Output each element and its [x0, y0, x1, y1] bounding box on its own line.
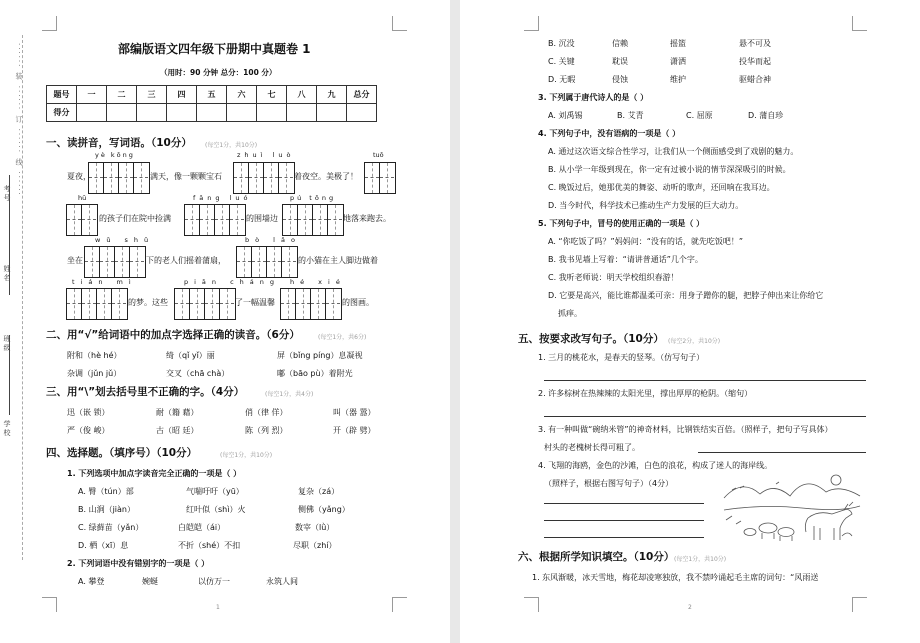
crop-mark — [392, 16, 407, 31]
horse — [805, 502, 853, 540]
s3-item[interactable]: 耐（籍 藉） — [156, 408, 199, 417]
s1-text: 的图画。 — [342, 298, 374, 307]
s4-q1-option[interactable]: 数宰（lǜ） — [295, 523, 335, 532]
s4-q1-option[interactable]: B. 山涧（jiàn） — [78, 505, 135, 514]
binding-label-class: 班级 — [3, 335, 11, 353]
pasture-illustration — [722, 470, 862, 546]
s4-question-2: 2. 下列词语中没有错别字的一项是（ ） — [67, 559, 210, 568]
horizon-line — [724, 506, 860, 510]
q5-option[interactable]: A. “你吃饭了吗？”妈妈问：“没有的话，就先吃饭吧！” — [548, 237, 743, 246]
q3-option[interactable]: D. 蒲自珍 — [748, 111, 784, 120]
s4-q1-option[interactable]: 不折（shé）不扣 — [178, 541, 241, 550]
score-table-score-row — [47, 104, 377, 122]
s1-pinyin: hé xié — [290, 278, 346, 286]
s1-text: 了一幅温馨 — [235, 298, 275, 307]
q2-option[interactable]: 耽误 — [612, 57, 628, 66]
s1-pinyin: pú tōng — [290, 194, 337, 202]
answer-line[interactable] — [698, 452, 866, 453]
score-table-header-row — [47, 86, 377, 104]
score-cell: 总分 — [347, 86, 377, 104]
s1-writing-grid[interactable] — [282, 204, 344, 236]
section-4-heading: 四、选择题。（填序号）（10分） — [46, 447, 198, 459]
score-cell: 二 — [107, 86, 137, 104]
s5-question-1: 1. 三月的桃花水，是春天的竖琴。（仿写句子） — [538, 353, 705, 362]
s5-question-3: 3. 有一种叫做“碗纳米管”的神奇材料，比钢铁结实百倍。（照样子，把句子写具体） — [538, 425, 833, 434]
s4-q1-option[interactable]: 气喘吁吁（yū） — [186, 487, 244, 496]
s2-item[interactable]: 杂调（jǔn jǔ） — [67, 369, 122, 378]
score-input-cell[interactable] — [107, 104, 137, 122]
s4-q2-option[interactable]: 以仿万一 — [198, 577, 230, 586]
s4-q2-option[interactable]: A. 攀登 — [78, 577, 105, 586]
score-cell: 九 — [317, 86, 347, 104]
s4-q1-option[interactable]: D. 栖（xī）息 — [78, 541, 129, 550]
s4-q1-option[interactable]: 白皑皑（ái） — [178, 523, 226, 532]
binding-strip — [0, 35, 40, 565]
s1-pinyin: tuō — [373, 151, 384, 159]
grass — [726, 516, 852, 536]
s1-writing-grid[interactable] — [184, 204, 246, 236]
binding-dash — [22, 35, 23, 560]
answer-line[interactable] — [544, 380, 866, 381]
section-6-heading: 六、根据所学知识填空。（10分） — [518, 551, 675, 563]
section-3-heading: 三、用“\”划去括号里不正确的字。（4分） — [46, 386, 245, 398]
s3-item[interactable]: 叫（器 嚣） — [333, 408, 376, 417]
exam-page-1 — [0, 0, 450, 643]
page-subtitle: （用时：90 分钟 总分：100 分） — [160, 68, 277, 77]
answer-line[interactable] — [544, 503, 704, 504]
s4-q1-option[interactable]: C. 绿藓苗（yǎn） — [78, 523, 144, 532]
s6-question-1: 1. 东风渐暖，冰天雪地，梅花却凌寒独放，我不禁吟诵起毛主席的词句：“风雨送 — [532, 573, 819, 582]
section-1-heading: 一、读拼音，写词语。（10分） — [46, 137, 192, 149]
s1-writing-grid[interactable] — [66, 204, 98, 236]
s1-text: 的围墙边 — [246, 214, 278, 223]
crop-mark — [392, 597, 407, 612]
q5-question: 5. 下列句子中，冒号的使用正确的一项是（ ） — [538, 219, 705, 228]
s1-pinyin: piān cháng — [184, 278, 281, 286]
s4-q1-option[interactable]: 侧佛（yǎng） — [298, 505, 350, 514]
score-cell: 三 — [137, 86, 167, 104]
binding-line — [9, 335, 10, 415]
s1-pinyin: bò lǎo — [245, 236, 301, 244]
section-2-heading: 二、用“√”给词语中的加点字选择正确的读音。（6分） — [46, 329, 300, 341]
q2-option[interactable]: 侵蚀 — [612, 75, 628, 84]
score-cell: 五 — [197, 86, 227, 104]
s1-writing-grid[interactable] — [88, 162, 150, 194]
section-4-note: (每空1分，共10分) — [220, 452, 273, 459]
s1-writing-grid[interactable] — [236, 246, 298, 278]
s5-question-4-instruction: （照样子，根据右图写句子）（4分） — [544, 479, 674, 488]
s1-pinyin: tián mì — [72, 278, 137, 286]
score-cell: 题号 — [47, 86, 77, 104]
s3-item[interactable]: 俏（律 佯） — [245, 408, 288, 417]
s1-pinyin: wǔ shǔ — [95, 236, 155, 244]
q2-option[interactable]: D. 无暇 — [548, 75, 576, 84]
s2-item[interactable]: 附和（hè hé） — [67, 351, 122, 360]
score-cell: 一 — [77, 86, 107, 104]
s1-pinyin: zhuì luò — [237, 151, 295, 159]
s2-item[interactable]: 绮（qǐ yǐ）丽 — [166, 351, 215, 360]
score-input-cell[interactable] — [77, 104, 107, 122]
s1-text: 满天，像一颗颗宝石 — [150, 172, 222, 181]
s4-question-1: 1. 下列选项中加点字读音完全正确的一项是（ ） — [67, 469, 242, 478]
q4-option[interactable]: A. 通过这次语文综合性学习，让我们从一个侧面感受到了戏剧的魅力。 — [548, 147, 799, 156]
page-number: 2 — [688, 604, 692, 611]
score-input-cell[interactable] — [287, 104, 317, 122]
s1-text: 夏夜， — [67, 172, 91, 181]
answer-line[interactable] — [544, 520, 704, 521]
s3-item[interactable]: 开（辟 劈） — [333, 426, 376, 435]
q2-option[interactable]: 驱蜡合神 — [739, 75, 771, 84]
score-table — [46, 85, 377, 122]
q2-option[interactable]: 维护 — [670, 75, 686, 84]
q3-question: 3. 下列属于唐代诗人的是（ ） — [538, 93, 649, 102]
s2-item[interactable]: 嘟（bāo pù）着附光 — [277, 369, 353, 378]
q3-option[interactable]: A. 刘禹锡 — [548, 111, 583, 120]
crop-mark — [524, 597, 539, 612]
q4-option[interactable]: B. 从小学一年级到现在，你一定有过被小说的情节深深吸引的时候。 — [548, 165, 791, 174]
q2-option[interactable]: 信赖 — [612, 39, 628, 48]
q2-option[interactable]: B. 沉没 — [548, 39, 575, 48]
binding-line — [9, 175, 10, 295]
score-cell: 得分 — [47, 104, 77, 122]
q2-option[interactable]: 摇篮 — [670, 39, 686, 48]
q5-option[interactable]: C. 我听老师说：明天学校组织春游！ — [548, 273, 679, 282]
s4-q1-option[interactable]: A. 臀（tún）部 — [78, 487, 134, 496]
s5-question-4: 4. 飞翔的海鸥，金色的沙滩，白色的浪花，构成了迷人的海岸线。 — [538, 461, 773, 470]
q3-option[interactable]: C. 屈原 — [686, 111, 713, 120]
s1-text: 地落来跑去。 — [343, 214, 391, 223]
sheep — [744, 523, 794, 541]
score-cell: 四 — [167, 86, 197, 104]
page-title: 部编版语文四年级下册期中真题卷 1 — [118, 42, 311, 56]
s1-text: 的小猫在主人脚边做着 — [298, 256, 378, 265]
score-input-cell[interactable] — [347, 104, 377, 122]
s1-text: 着夜空。美极了！ — [294, 172, 358, 181]
crop-mark — [42, 597, 57, 612]
q4-option[interactable]: C. 晚饭过后，她那优美的舞姿、动听的歌声，还回响在我耳边。 — [548, 183, 775, 192]
binding-label-kaohao: 考号 — [3, 185, 11, 203]
section-5-note: (每空2分，共10分) — [668, 338, 721, 345]
q3-option[interactable]: B. 艾青 — [617, 111, 644, 120]
s1-pinyin: fāng luó — [193, 194, 252, 202]
binding-label-name: 姓名 — [3, 265, 11, 283]
s4-q2-option[interactable]: 永筑人间 — [266, 577, 298, 586]
sun — [831, 475, 841, 485]
q4-option[interactable]: D. 当今时代，科学技术已推动生产力发展的巨大动力。 — [548, 201, 744, 210]
s2-item[interactable]: 交叉（chā chà） — [166, 369, 230, 378]
s3-item[interactable]: 陈（列 烈） — [245, 426, 288, 435]
s1-writing-grid[interactable] — [280, 288, 342, 320]
s3-item[interactable]: 迅（嵌 锁） — [67, 408, 110, 417]
crop-mark — [852, 16, 867, 31]
binding-label-school: 学校 — [3, 420, 11, 438]
score-cell: 八 — [287, 86, 317, 104]
s5-question-2: 2. 许多棕树在热辣辣的太阳光里，撑出厚厚的枪阴。（缩句） — [538, 389, 753, 398]
score-input-cell[interactable] — [317, 104, 347, 122]
s1-writing-grid[interactable] — [84, 246, 146, 278]
s1-text: 的梦。这些 — [128, 298, 168, 307]
q2-option[interactable]: 悬不可及 — [739, 39, 771, 48]
s1-writing-grid[interactable] — [233, 162, 295, 194]
s4-q2-option[interactable]: 婉蜒 — [142, 577, 158, 586]
crop-mark — [852, 597, 867, 612]
score-input-cell[interactable] — [197, 104, 227, 122]
q4-question: 4. 下列句子中，没有语病的一项是（ ） — [538, 129, 681, 138]
q5-option[interactable]: B. 我书见墙上写着：“请讲普通话”几个字。 — [548, 255, 703, 264]
mountain-outline — [724, 484, 860, 498]
s4-q1-option[interactable]: 红叶似（shì）火 — [186, 505, 246, 514]
s3-item[interactable]: 严（俊 峻） — [67, 426, 110, 435]
section-3-note: (每空1分，共4分) — [265, 391, 314, 398]
s1-writing-grid[interactable] — [66, 288, 128, 320]
q5-option-continued: 抓痒。 — [558, 309, 582, 318]
q5-option[interactable]: D. 它要是高兴，能比谁都温柔可亲：用身子蹭你的腿，把脖子伸出来让你给它 — [548, 291, 824, 300]
s1-text: 的孩子们在院中捡满 — [99, 214, 171, 223]
s1-text: 坐在 — [67, 256, 83, 265]
exam-page-2 — [460, 0, 920, 643]
section-1-note: (每空1分，共10分) — [205, 142, 258, 149]
section-6-note: (每空1分，共10分) — [674, 556, 727, 563]
score-cell: 六 — [227, 86, 257, 104]
crop-mark — [42, 16, 57, 31]
answer-line[interactable] — [544, 416, 866, 417]
answer-line[interactable] — [544, 537, 704, 538]
score-input-cell[interactable] — [167, 104, 197, 122]
s4-q1-option[interactable]: 复杂（zá） — [298, 487, 340, 496]
score-cell: 七 — [257, 86, 287, 104]
binding-dots: ······ 装 ······ 订 ······ 线 ······ — [15, 43, 23, 197]
s1-writing-grid[interactable] — [174, 288, 236, 320]
q2-option[interactable]: C. 关键 — [548, 57, 575, 66]
section-5-heading: 五、按要求改写句子。（10分） — [518, 333, 664, 345]
s3-item[interactable]: 古（昭 廷） — [156, 426, 199, 435]
score-input-cell[interactable] — [257, 104, 287, 122]
s1-pinyin: hū — [78, 194, 87, 202]
section-2-note: (每空1分，共6分) — [318, 334, 367, 341]
s4-q1-option[interactable]: 尽职（zhí） — [293, 541, 337, 550]
s1-pinyin: yè kōng — [95, 151, 135, 159]
score-input-cell[interactable] — [227, 104, 257, 122]
page-number: 1 — [216, 604, 220, 611]
s1-writing-grid[interactable] — [364, 162, 396, 194]
q2-option[interactable]: 投华而起 — [739, 57, 771, 66]
crop-mark — [524, 16, 539, 31]
s1-text: 下的老人们摇着蒲扇， — [146, 256, 226, 265]
q2-option[interactable]: 潇洒 — [670, 57, 686, 66]
s5-question-3-example: 村头的老槐树长得可粗了。 — [544, 443, 640, 452]
score-input-cell[interactable] — [137, 104, 167, 122]
s2-item[interactable]: 屏（bǐng píng）息凝视 — [277, 351, 363, 360]
